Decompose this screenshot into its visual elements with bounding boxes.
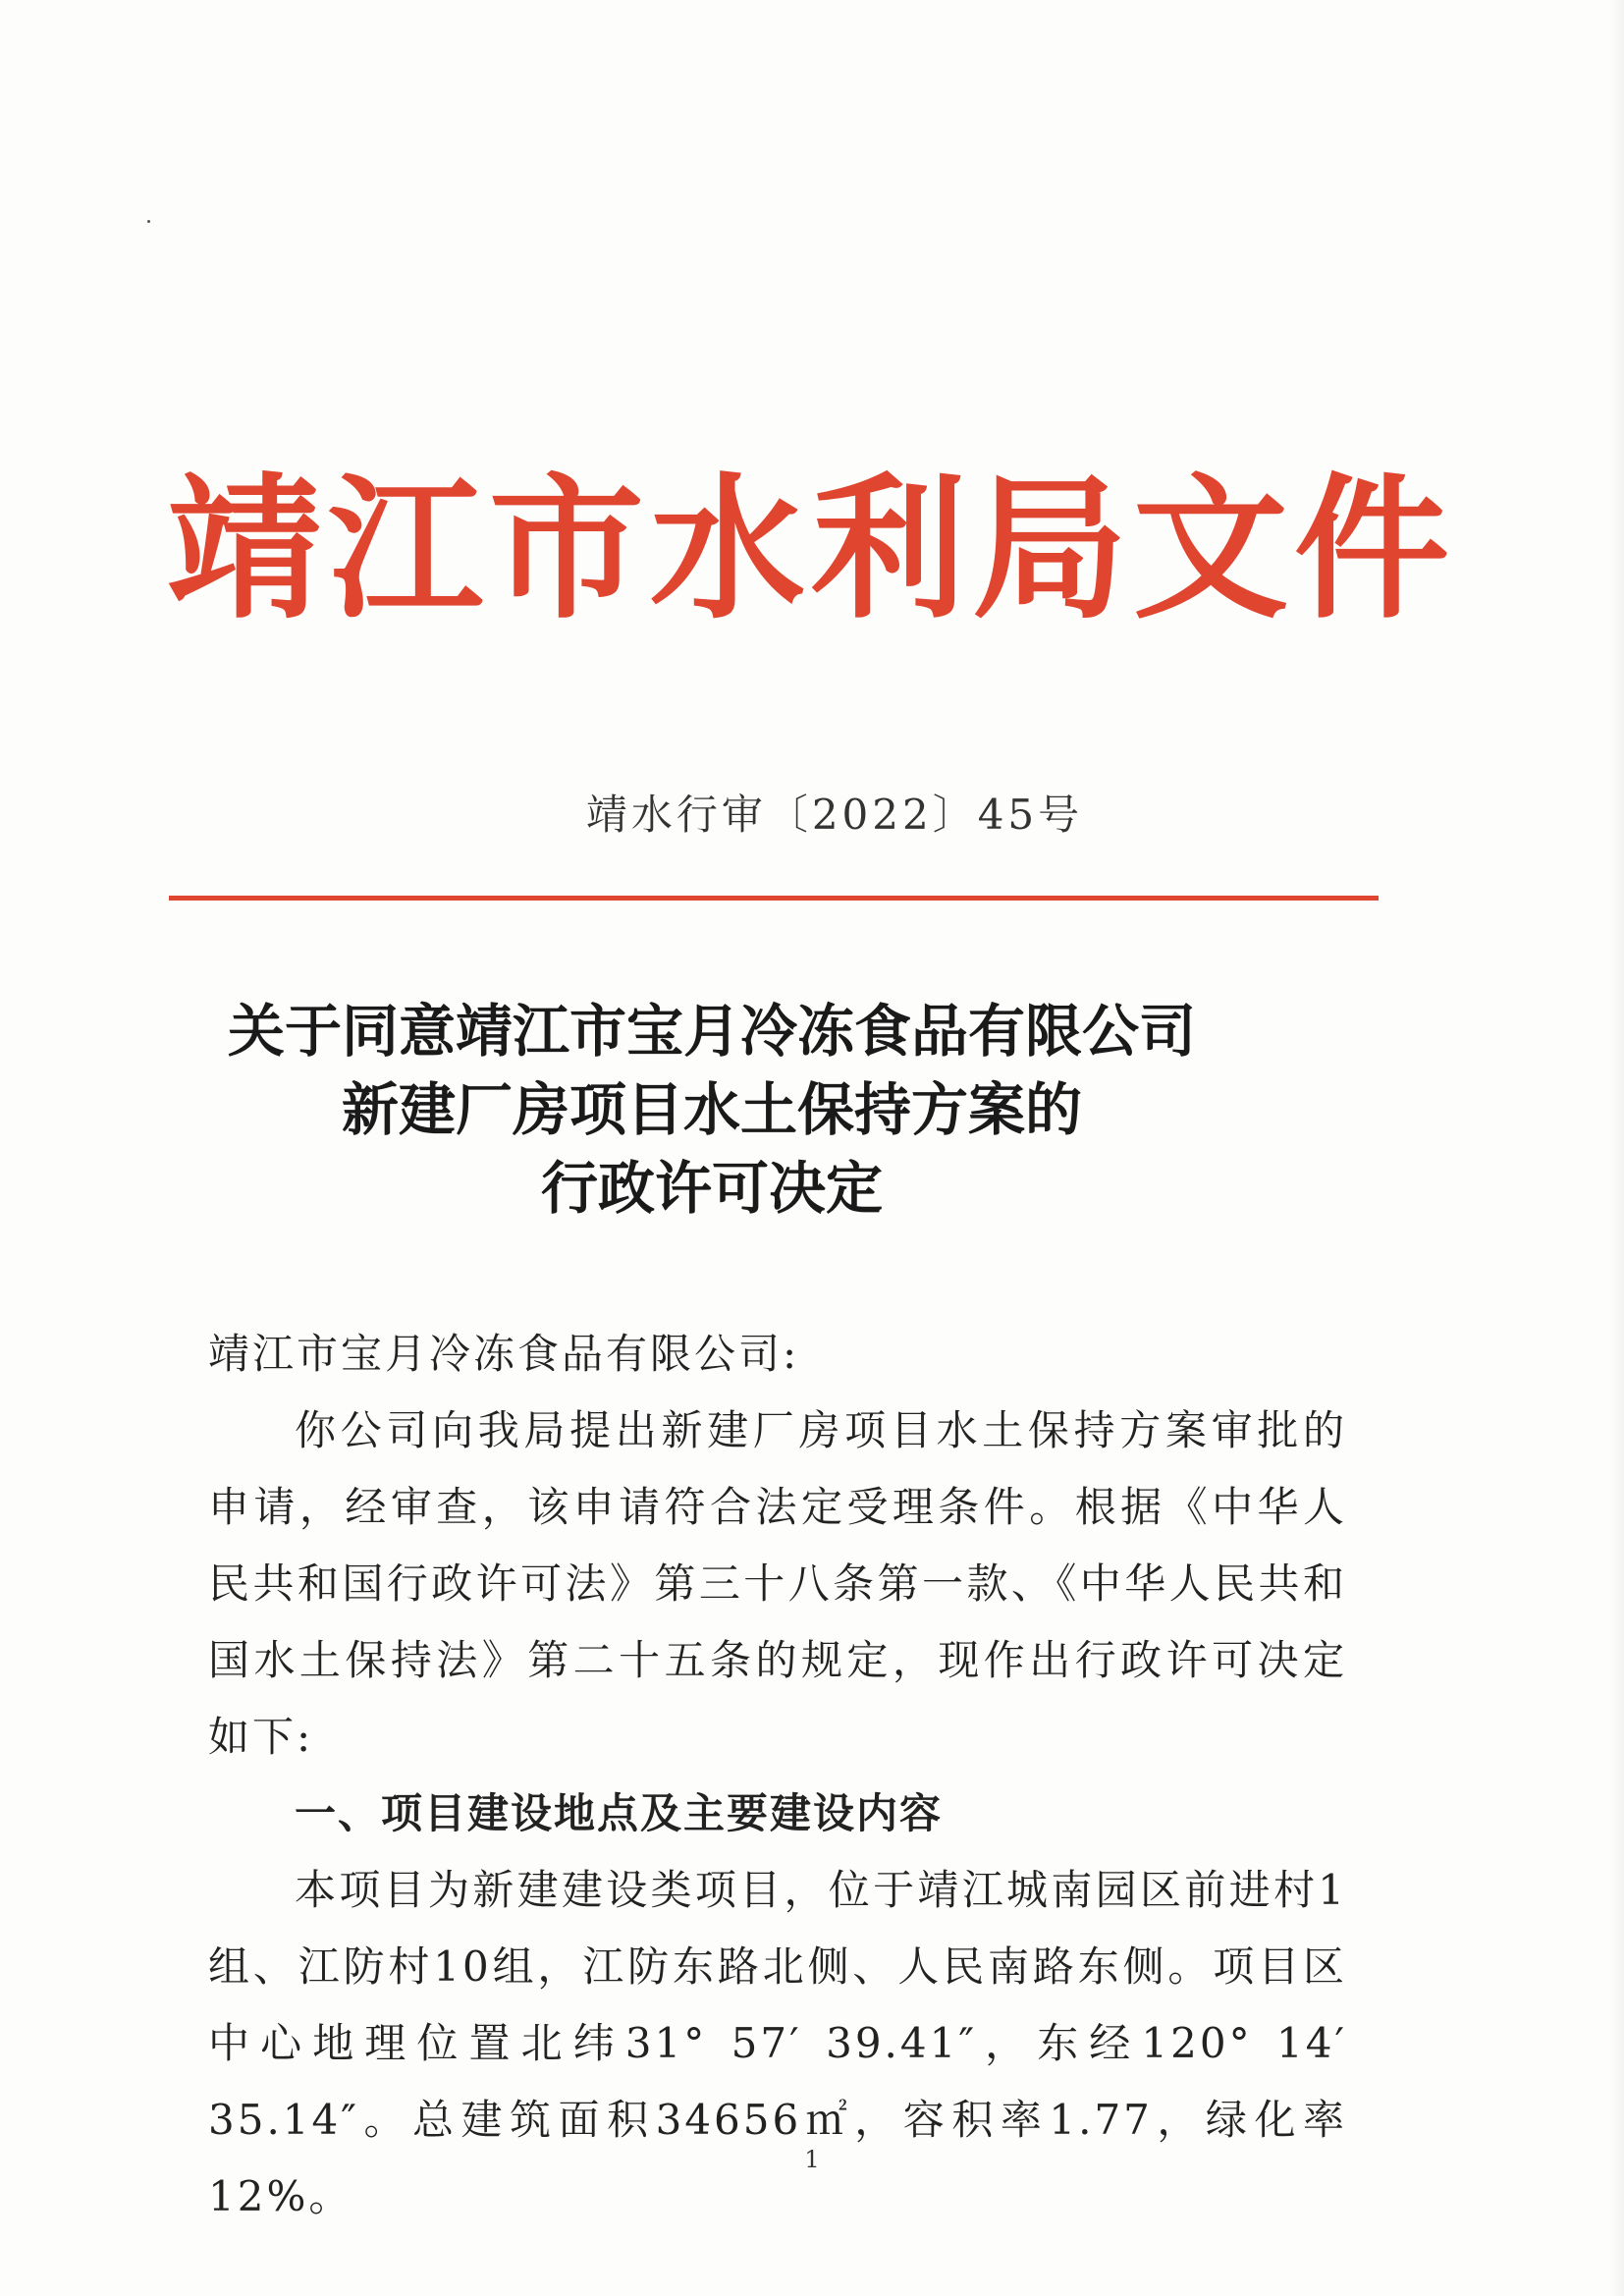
scan-speck: [147, 220, 150, 223]
issuer-heading: 靖江市水利局文件: [167, 459, 1455, 640]
document-number: 靖水行审〔2022〕45号: [585, 791, 1084, 839]
paragraph-request: 你公司向我局提出新建厂房项目水土保持方案审批的申请，经审查，该申请符合法定受理条件。根据《中华人民共和国行政许可法》第三十八条第一款、《中华人民共和国水土保持法》第二十五条的规定，现作出行政许可决定如下:: [208, 1406, 1347, 1761]
red-separator-line: [169, 896, 1379, 901]
title-line-2: 新建厂房项目水土保持方案的: [341, 1076, 1082, 1143]
title-line-3: 行政许可决定: [540, 1155, 883, 1222]
title-line-1: 关于同意靖江市宝月冷冻食品有限公司: [227, 998, 1196, 1065]
paragraph-project-location: 本项目为新建建设类项目，位于靖江城南园区前进村1组、江防村10组，江防东路北侧、人民南路东侧。项目区中心地理位置北纬31° 57′ 39.41″，东经120° 14′ 35.14″。总建筑面积34656㎡，容积率1.77，绿化率12%。: [208, 1866, 1347, 2220]
page-number: 1: [804, 2146, 820, 2173]
salutation: 靖江市宝月冷冻食品有限公司:: [208, 1330, 800, 1378]
document-body: [208, 1316, 1347, 2235]
document-title: [147, 992, 1276, 1228]
section-1-heading: 一、项目建设地点及主要建设内容: [295, 1789, 944, 1837]
scan-edge-shadow: [1610, 0, 1624, 2296]
